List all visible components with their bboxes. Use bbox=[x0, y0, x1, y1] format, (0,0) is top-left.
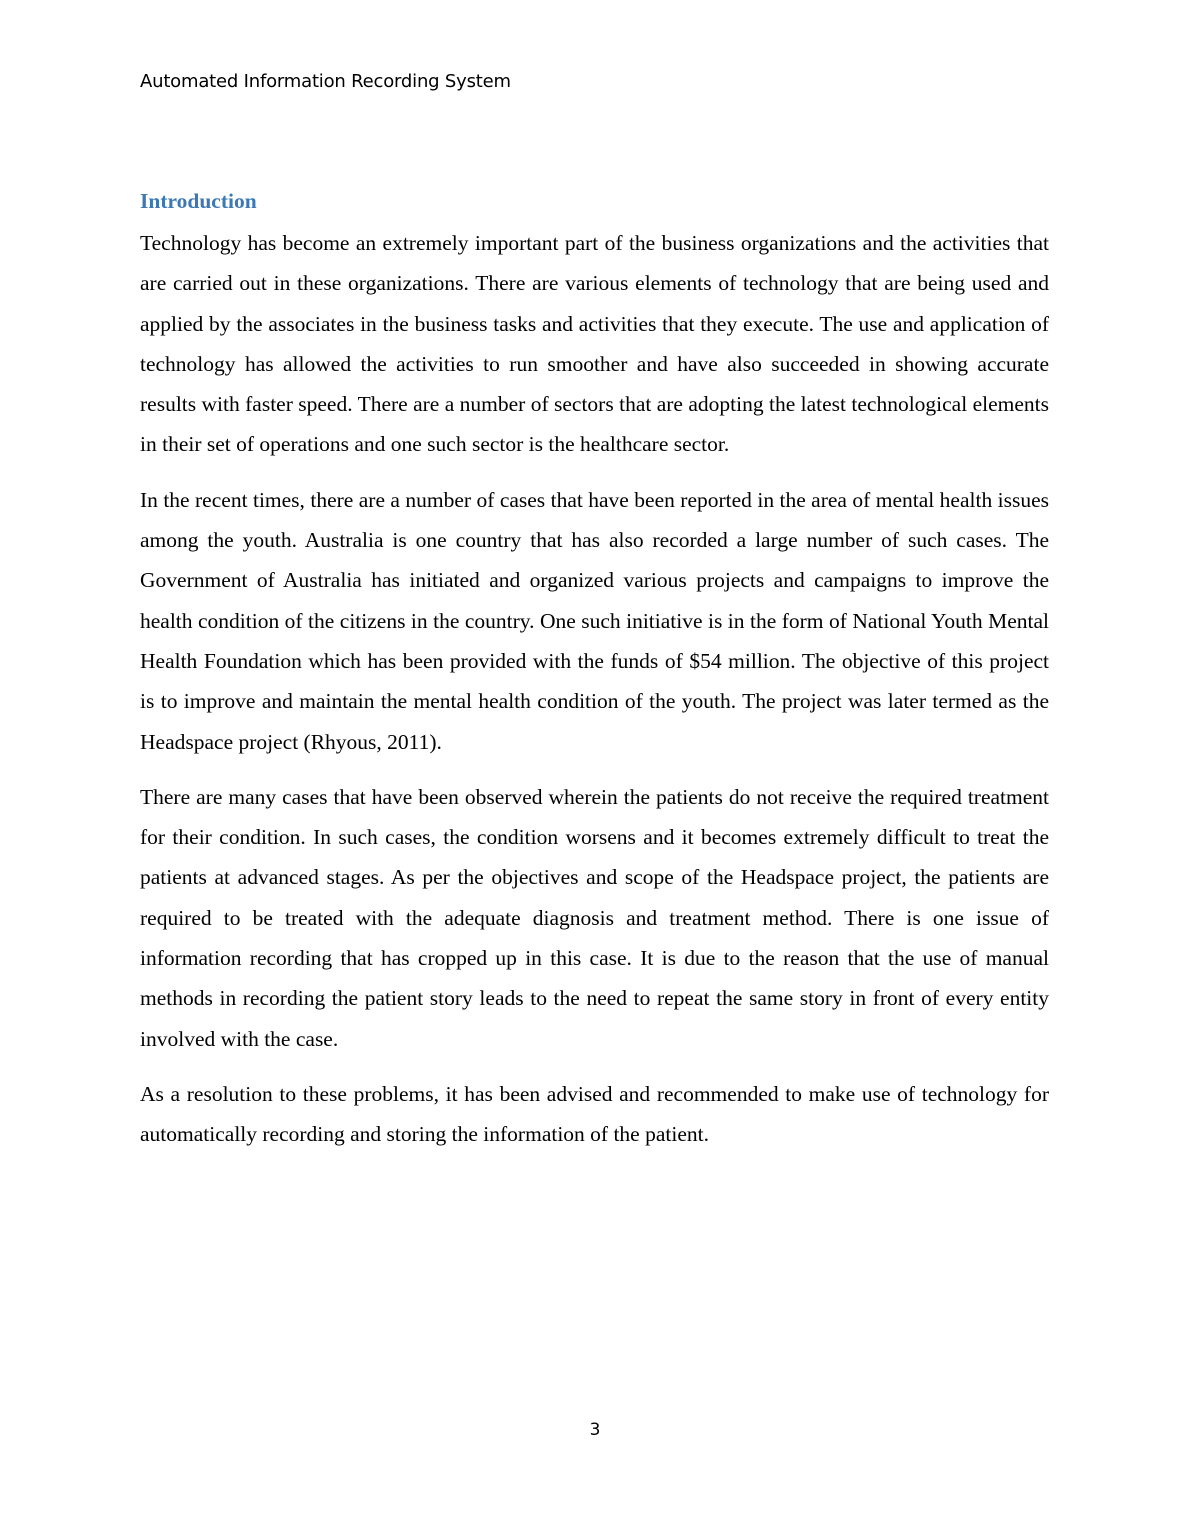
page-number: 3 bbox=[589, 1420, 601, 1440]
body-column bbox=[140, 185, 1049, 1170]
paragraph-3: There are many cases that have been observed wherein the patients do not receive the required treatment for their condition. In such cases, the condition worsens and it becomes extremely difficult to treat the patients at advanced stages. As per the objectives and scope of the Headspace project, the patients are required to be treated with the adequate diagnosis and treatment method. There is one issue of information recording that has cropped up in this case. It is due to the reason that the use of manual methods in recording the patient story leads to the need to repeat the same story in front of every entity involved with the case. bbox=[140, 784, 1049, 1051]
paragraph-1: Technology has become an extremely important part of the business organizations and the activities that are carried out in these organizations. There are various elements of technology that are being used and applied by the associates in the business tasks and activities that they execute. The use and application of technology has allowed the activities to run smoother and have also succeeded in showing accurate results with faster speed. There are a number of sectors that are adopting the latest technological elements in their set of operations and one such sector is the healthcare sector. bbox=[140, 231, 1049, 457]
paragraph-4: As a resolution to these problems, it has been advised and recommended to make use of technology for automatically recording and storing the information of the patient. bbox=[140, 1081, 1049, 1147]
running-header: Automated Information Recording System bbox=[140, 71, 511, 92]
paragraph-2: In the recent times, there are a number of cases that have been reported in the area of mental health issues among the youth. Australia is one country that has also recorded a large number of such cases. The Government of Australia has initiated and organized various projects and campaigns to improve the health condition of the citizens in the country. One such initiative is in the form of National Youth Mental Health Foundation which has been provided with the funds of $54 million. The objective of this project is to improve and maintain the mental health condition of the youth. The project was later termed as the Headspace project (Rhyous, 2011). bbox=[140, 487, 1049, 754]
section-heading-introduction: Introduction bbox=[140, 189, 257, 213]
